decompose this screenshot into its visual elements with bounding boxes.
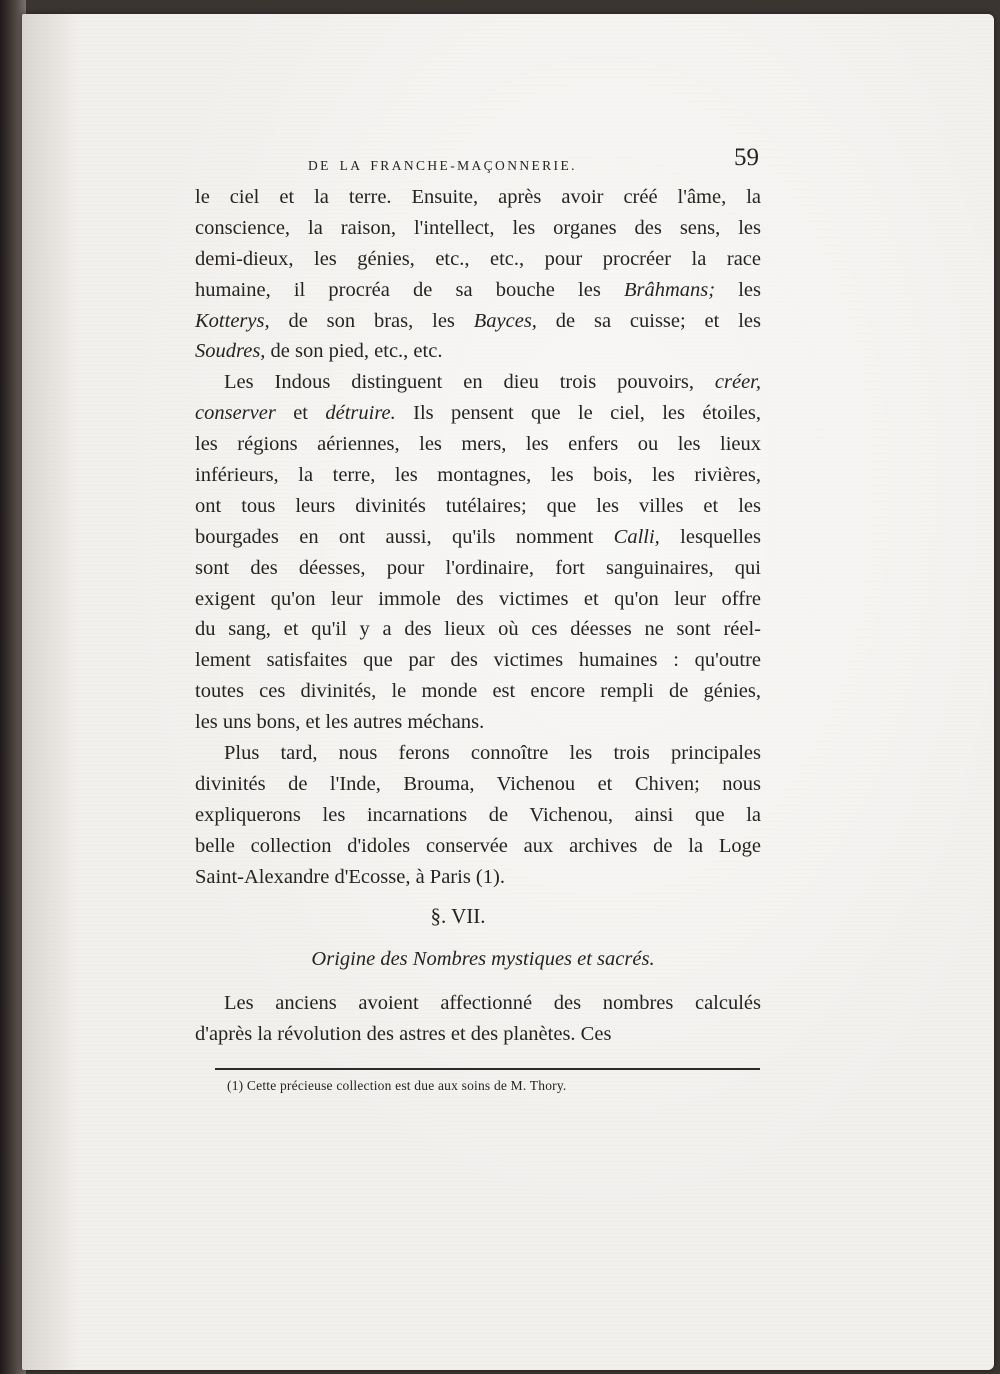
footnote-rule — [215, 1068, 760, 1070]
section-number: §. VII. — [430, 904, 486, 929]
text-line: exigent qu'on leur immole des victimes et qu'on leur offre — [195, 587, 761, 610]
text-line: lement satisfaites que par des victimes humaines : qu'outre — [195, 649, 761, 672]
text-line: humaine, il procréa de sa bouche les Brâhmans; les — [195, 278, 761, 301]
text-line: Kotterys, de son bras, les Bayces, de sa cuisse; et les — [195, 309, 761, 332]
italic-term: Brâhmans; — [623, 278, 716, 301]
text-line: Les anciens avoient affectionné des nombres calculés — [224, 992, 761, 1015]
text-line: expliquerons les incarnations de Vichenou, ainsi que la — [195, 803, 761, 826]
text-line: Plus tard, nous ferons connoître les trois principales — [224, 742, 761, 765]
text-line: toutes ces divinités, le monde est encore rempli de génies, — [195, 680, 761, 703]
footnote: (1) Cette précieuse collection est due aux soins de M. Thory. — [227, 1078, 567, 1094]
running-header — [195, 142, 761, 182]
paragraph-1 — [195, 182, 761, 367]
text-line: Les Indous distinguent en dieu trois pouvoirs, créer, — [224, 371, 761, 394]
text-line: divinités de l'Inde, Brouma, Vichenou et Chiven; nous — [195, 772, 761, 795]
text-line: belle collection d'idoles conservée aux archives de la Loge — [195, 834, 761, 857]
text-line: le ciel et la terre. Ensuite, après avoir créé l'âme, la — [195, 186, 761, 208]
text-line: du sang, et qu'il y a des lieux où ces déesses ne sont réel- — [195, 618, 761, 641]
running-title: DE LA FRANCHE-MAÇONNERIE. — [308, 158, 577, 173]
italic-term: conserver — [195, 402, 276, 425]
italic-term: détruire. — [325, 402, 396, 425]
text-line: les régions aériennes, les mers, les enfers ou les lieux — [195, 433, 761, 456]
page-number: 59 — [734, 144, 759, 171]
italic-term: Bayces, — [473, 309, 537, 332]
text-line: sont des déesses, pour l'ordinaire, fort sanguinaires, qui — [195, 556, 761, 579]
text-line: Soudres, de son pied, etc., etc. — [195, 340, 443, 363]
text-line: d'après la révolution des astres et des planètes. Ces — [195, 1023, 612, 1046]
page-text-block — [195, 142, 761, 1094]
text-line: demi-dieux, les génies, etc., etc., pour procréer la race — [195, 247, 761, 270]
paragraph-4 — [195, 988, 761, 1050]
paragraph-3 — [195, 738, 761, 892]
text-line: inférieurs, la terre, les montagnes, les bois, les rivières, — [195, 464, 761, 487]
text-line: conserver et détruire. Ils pensent que le ciel, les étoiles, — [195, 402, 761, 425]
text-line: les uns bons, et les autres méchans. — [195, 711, 485, 734]
paragraph-2 — [195, 367, 761, 738]
italic-term: créer, — [714, 371, 761, 394]
text-line: Saint-Alexandre d'Ecosse, à Paris (1). — [195, 865, 505, 888]
italic-term: Soudres, — [195, 340, 266, 363]
section-title: Origine des Nombres mystiques et sacrés. — [311, 948, 655, 971]
book-page — [22, 14, 994, 1370]
italic-term: Kotterys, — [195, 309, 270, 332]
text-line: conscience, la raison, l'intellect, les organes des sens, les — [195, 216, 761, 239]
italic-term: Calli, — [613, 525, 660, 548]
text-line: ont tous leurs divinités tutélaires; que les villes et les — [195, 494, 761, 517]
text-line: bourgades en ont aussi, qu'ils nomment Calli, lesquelles — [195, 525, 761, 548]
